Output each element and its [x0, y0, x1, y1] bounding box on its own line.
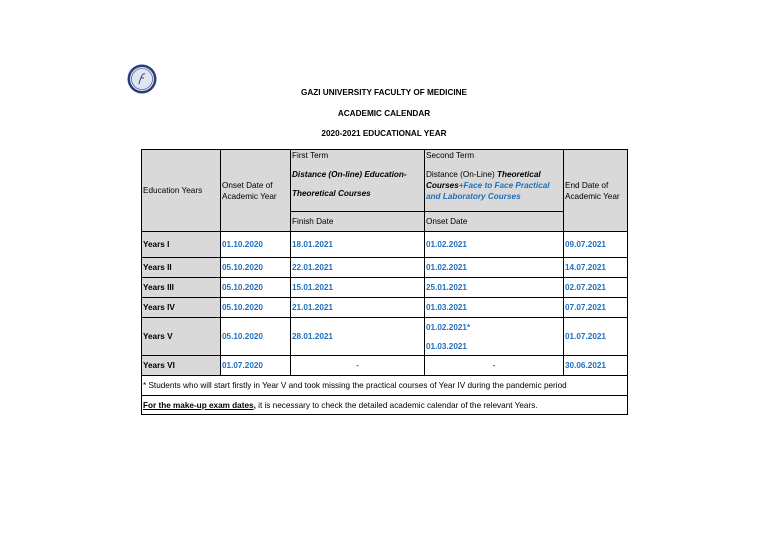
row-second-onset: 01.03.2021 [425, 298, 564, 318]
row-year: Years VI [142, 356, 221, 376]
row-onset: 05.10.2020 [221, 298, 291, 318]
row-year: Years II [142, 258, 221, 278]
footnote: * Students who will start firstly in Year V and took missing the practical courses of Year IV during the pandemic period [142, 376, 628, 396]
header-education-years: Education Years [142, 150, 221, 232]
header-first-term [291, 150, 425, 212]
second-term-desc-b: Theoretical Courses [426, 170, 541, 190]
row-finish: 22.01.2021 [291, 258, 425, 278]
row-second-onset-second: 01.03.2021 [426, 341, 467, 351]
row-end: 09.07.2021 [564, 232, 628, 258]
makeup-note-bold: For the make-up exam dates, [143, 400, 256, 410]
row-end: 07.07.2021 [564, 298, 628, 318]
table-header-row [142, 150, 628, 212]
row-finish: 21.01.2021 [291, 298, 425, 318]
first-term-description-2: Theoretical Courses [292, 189, 371, 198]
row-end: 02.07.2021 [564, 278, 628, 298]
row-onset: 05.10.2020 [221, 318, 291, 356]
row-finish: 18.01.2021 [291, 232, 425, 258]
row-year: Years I [142, 232, 221, 258]
makeup-note [142, 396, 628, 415]
row-year: Years III [142, 278, 221, 298]
header-end-date: End Date of Academic Year [564, 150, 628, 232]
header-second-term [425, 150, 564, 212]
table-row [142, 318, 628, 356]
table-row [142, 298, 628, 318]
row-onset: 01.10.2020 [221, 232, 291, 258]
calendar-title: ACADEMIC CALENDAR [337, 109, 431, 118]
table-row [142, 258, 628, 278]
first-term-description: Distance (On-line) Education- [292, 170, 407, 179]
header-second-onset-date: Onset Date [425, 212, 564, 232]
row-end: 01.07.2021 [564, 318, 628, 356]
row-second-onset: 25.01.2021 [425, 278, 564, 298]
row-second-onset-first: 01.02.2021* [426, 322, 471, 332]
first-term-label: First Term [292, 151, 329, 160]
second-term-label: Second Term [426, 151, 475, 160]
educational-year-title: 2020-2021 EDUCATIONAL YEAR [321, 129, 447, 138]
row-finish: 28.01.2021 [291, 318, 425, 356]
row-onset: 01.07.2020 [221, 356, 291, 376]
row-second-onset [425, 318, 564, 356]
footnote-row [142, 376, 628, 396]
row-finish: - [291, 356, 425, 376]
second-term-description [426, 169, 562, 202]
second-term-desc-c: +Face to Face Practical and Laboratory Courses [426, 181, 550, 201]
table-row [142, 278, 628, 298]
header-onset-date: Onset Date of Academic Year [221, 150, 291, 232]
header-finish-date: Finish Date [291, 212, 425, 232]
row-year: Years IV [142, 298, 221, 318]
row-finish: 15.01.2021 [291, 278, 425, 298]
row-onset: 05.10.2020 [221, 258, 291, 278]
row-second-onset: 01.02.2021 [425, 232, 564, 258]
university-title: GAZI UNIVERSITY FACULTY OF MEDICINE [300, 88, 468, 97]
row-second-onset: 01.02.2021 [425, 258, 564, 278]
table-row [142, 356, 628, 376]
academic-calendar-table [141, 149, 628, 415]
row-end: 30.06.2021 [564, 356, 628, 376]
table-row [142, 232, 628, 258]
row-end: 14.07.2021 [564, 258, 628, 278]
second-term-desc-a: Distance (On-Line) [426, 170, 497, 179]
row-year: Years V [142, 318, 221, 356]
row-second-onset: - [425, 356, 564, 376]
makeup-note-rest: it is necessary to check the detailed academic calendar of the relevant Years. [255, 400, 538, 410]
row-onset: 05.10.2020 [221, 278, 291, 298]
makeup-note-row [142, 396, 628, 415]
